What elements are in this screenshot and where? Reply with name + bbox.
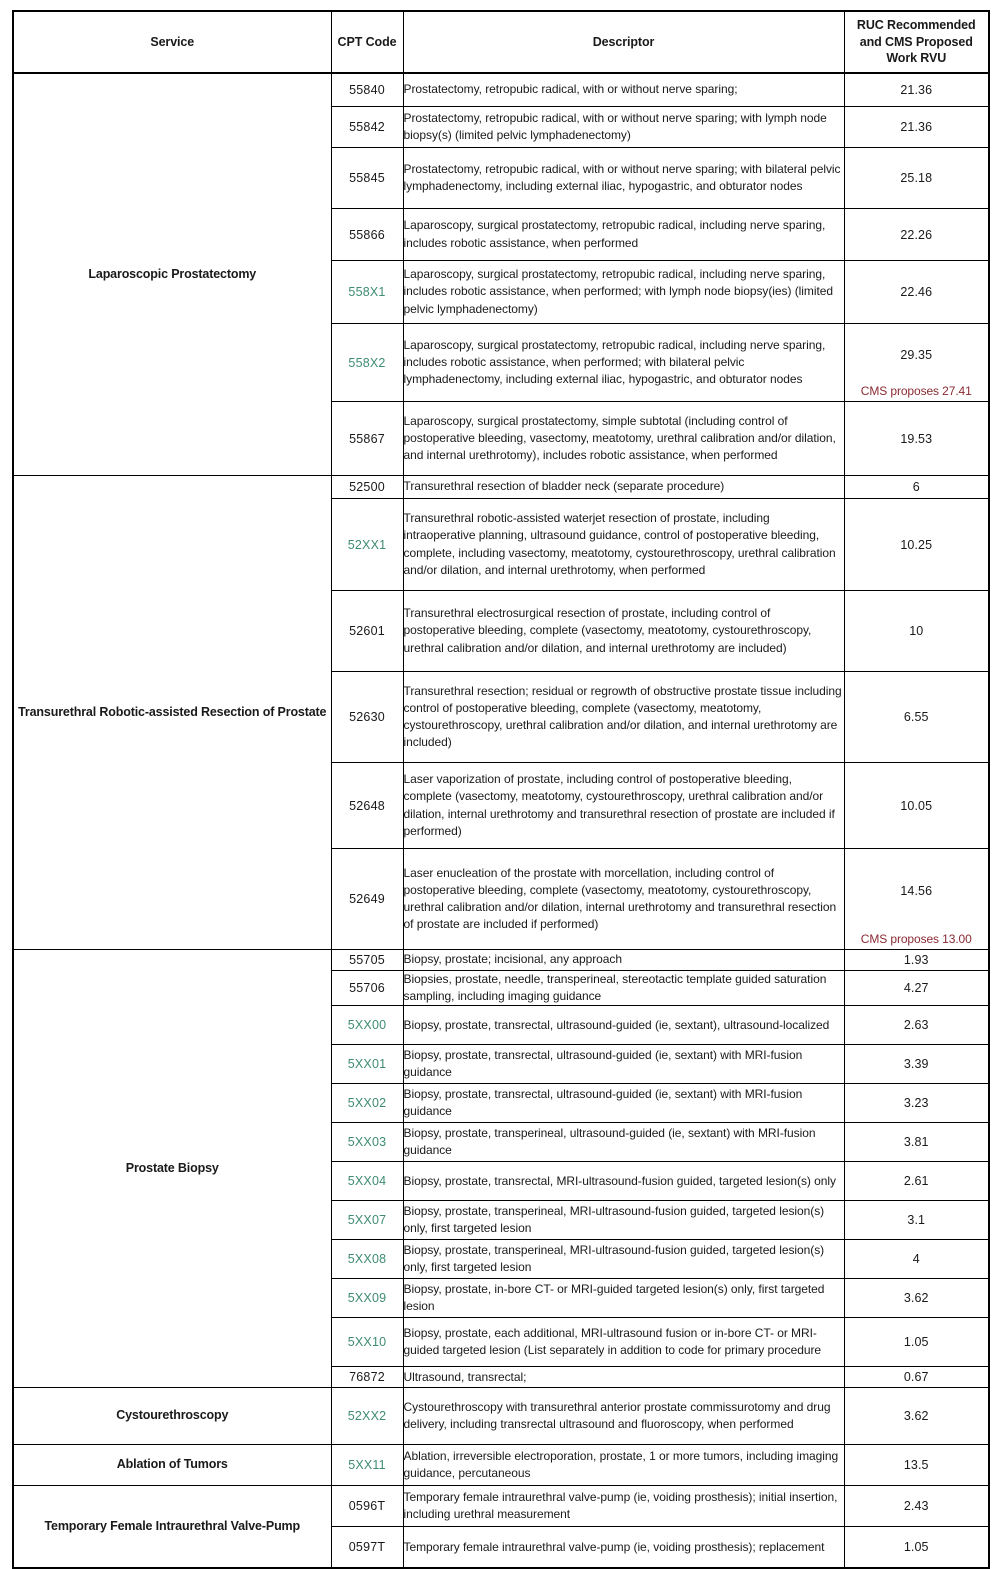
cpt-code-new: 5XX10 xyxy=(331,1318,403,1367)
rvu-number: 1.93 xyxy=(903,953,929,967)
rvu-number: 3.39 xyxy=(903,1057,929,1072)
rvu-number: 4.27 xyxy=(903,981,929,996)
rvu-header-line-2: and CMS Proposed xyxy=(859,34,973,49)
work-rvu-value xyxy=(844,402,989,476)
descriptor-text: Biopsy, prostate, transrectal, ultrasound-guided (ie, sextant), ultrasound-localized xyxy=(403,1006,844,1045)
descriptor-text: Laser vaporization of prostate, including control of postoperative bleeding, complete (vasectomy, meatotomy, cystourethroscopy, urethral calibration and/or dilation, internal urethrotomy and transurethral resection of prostate are included if performed) xyxy=(403,763,844,849)
cpt-code: 55867 xyxy=(331,402,403,476)
cpt-code-new: 5XX08 xyxy=(331,1240,403,1279)
descriptor-text: Prostatectomy, retropubic radical, with or without nerve sparing; xyxy=(403,73,844,107)
rvu-number: 4 xyxy=(912,1252,920,1267)
cpt-code: 55866 xyxy=(331,209,403,261)
cpt-code-new: 52XX2 xyxy=(331,1388,403,1445)
descriptor-text: Prostatectomy, retropubic radical, with or without nerve sparing; with lymph node biopsy(s) (limited pelvic lymphadenectomy) xyxy=(403,107,844,148)
descriptor-text: Laparoscopy, surgical prostatectomy, retropubic radical, including nerve sparing, includes robotic assistance, when performed; with lymph node biopsy(ies) (limited pelvic lymphadenectomy) xyxy=(403,261,844,324)
descriptor-text: Ablation, irreversible electroporation, prostate, 1 or more tumors, including imaging guidance, percutaneous xyxy=(403,1445,844,1486)
work-rvu-value xyxy=(844,1388,989,1445)
cpt-code: 0596T xyxy=(331,1486,403,1527)
table-row xyxy=(13,1388,989,1445)
work-rvu-value xyxy=(844,107,989,148)
table-row xyxy=(13,1445,989,1486)
rvu-number: 22.26 xyxy=(900,227,933,242)
work-rvu-value xyxy=(844,672,989,763)
descriptor-text: Biopsy, prostate, transrectal, ultrasound-guided (ie, sextant) with MRI-fusion guidance xyxy=(403,1045,844,1084)
descriptor-text: Biopsy, prostate, transrectal, MRI-ultrasound-fusion guided, targeted lesion(s) only xyxy=(403,1162,844,1201)
work-rvu-value xyxy=(844,1201,989,1240)
cpt-code-new: 5XX04 xyxy=(331,1162,403,1201)
work-rvu-value xyxy=(844,849,989,950)
work-rvu-value xyxy=(844,73,989,107)
cpt-code: 52649 xyxy=(331,849,403,950)
rvu-number: 3.62 xyxy=(903,1291,929,1306)
work-rvu-value xyxy=(844,261,989,324)
descriptor-text: Transurethral electrosurgical resection of prostate, including control of postoperative bleeding, complete (vasectomy, meatotomy, cystourethroscopy, urethral calibration and/or dilation, and internal urethrotomy are included) xyxy=(403,591,844,672)
work-rvu-value xyxy=(844,1279,989,1318)
work-rvu-value xyxy=(844,1045,989,1084)
descriptor-text: Temporary female intraurethral valve-pump (ie, voiding prosthesis); initial insertion, including urethral measurement xyxy=(403,1486,844,1527)
service-group-label: Cystourethroscopy xyxy=(13,1388,331,1445)
descriptor-text: Transurethral robotic-assisted waterjet resection of prostate, including intraoperative planning, ultrasound guidance, control of postoperative bleeding, complete, including vasectomy, meatotomy, cystourethroscopy, urethral calibration and/or dilation, and internal urethrotomy, when performed xyxy=(403,499,844,591)
rvu-number: 3.1 xyxy=(907,1213,926,1228)
work-rvu-value xyxy=(844,1123,989,1162)
rvu-number: 29.35 xyxy=(900,347,933,362)
rvu-number: 0.67 xyxy=(903,1370,929,1385)
cpt-code-new: 52XX1 xyxy=(331,499,403,591)
cpt-code: 76872 xyxy=(331,1367,403,1388)
table-body xyxy=(13,73,989,1568)
cpt-code-new: 5XX09 xyxy=(331,1279,403,1318)
cpt-code-new: 5XX01 xyxy=(331,1045,403,1084)
cpt-code: 55706 xyxy=(331,971,403,1006)
work-rvu-value xyxy=(844,1318,989,1367)
descriptor-text: Transurethral resection; residual or regrowth of obstructive prostate tissue including control of postoperative bleeding, complete (vasectomy, meatotomy, cystourethroscopy, urethral calibration and/or dilation, and internal urethrotomy are included) xyxy=(403,672,844,763)
work-rvu-value xyxy=(844,324,989,402)
cpt-code-new: 5XX03 xyxy=(331,1123,403,1162)
service-group-label: Laparoscopic Prostatectomy xyxy=(13,73,331,476)
rvu-number: 10.05 xyxy=(900,798,933,813)
cpt-code: 52630 xyxy=(331,672,403,763)
work-rvu-value xyxy=(844,950,989,971)
descriptor-text: Prostatectomy, retropubic radical, with or without nerve sparing; with bilateral pelvic lymphadenectomy, including external iliac, hypogastric, and obturator nodes xyxy=(403,148,844,209)
column-header-rvu xyxy=(844,11,989,73)
rvu-number: 2.43 xyxy=(903,1499,929,1514)
cpt-code: 52601 xyxy=(331,591,403,672)
descriptor-text: Biopsy, prostate, in-bore CT- or MRI-guided targeted lesion(s) only, first targeted lesion xyxy=(403,1279,844,1318)
descriptor-text: Ultrasound, transrectal; xyxy=(403,1367,844,1388)
service-group-label: Ablation of Tumors xyxy=(13,1445,331,1486)
work-rvu-value xyxy=(844,148,989,209)
descriptor-text: Biopsy, prostate, each additional, MRI-ultrasound fusion or in-bore CT- or MRI-guided targeted lesion (List separately in addition to code for primary procedure xyxy=(403,1318,844,1367)
descriptor-text: Laser enucleation of the prostate with morcellation, including control of postoperative bleeding, complete (vasectomy, meatotomy, cystourethroscopy, urethral calibration and/or dilation, internal urethrotomy and transurethral resection of prostate are included if performed) xyxy=(403,849,844,950)
cpt-code-new: 5XX07 xyxy=(331,1201,403,1240)
rvu-number: 2.61 xyxy=(903,1174,929,1189)
descriptor-text: Biopsy, prostate, transperineal, ultrasound-guided (ie, sextant) with MRI-fusion guidance xyxy=(403,1123,844,1162)
cpt-code: 55705 xyxy=(331,950,403,971)
rvu-number: 10 xyxy=(909,624,924,638)
service-group-label: Transurethral Robotic-assisted Resection of Prostate xyxy=(13,476,331,950)
service-group-label: Prostate Biopsy xyxy=(13,950,331,1388)
cpt-code-new: 5XX02 xyxy=(331,1084,403,1123)
rvu-number: 10.25 xyxy=(900,537,933,552)
rvu-number: 1.05 xyxy=(903,1335,929,1350)
cpt-code: 0597T xyxy=(331,1527,403,1569)
descriptor-text: Biopsies, prostate, needle, transperineal, stereotactic template guided saturation sampling, including imaging guidance xyxy=(403,971,844,1006)
descriptor-text: Biopsy, prostate; incisional, any approach xyxy=(403,950,844,971)
column-header-service: Service xyxy=(13,11,331,73)
work-rvu-value xyxy=(844,971,989,1006)
work-rvu-value xyxy=(844,1240,989,1279)
cpt-code: 52500 xyxy=(331,476,403,499)
rvu-number: 21.36 xyxy=(900,83,933,97)
descriptor-text: Laparoscopy, surgical prostatectomy, retropubic radical, including nerve sparing, includes robotic assistance, when performed xyxy=(403,209,844,261)
descriptor-text: Biopsy, prostate, transperineal, MRI-ultrasound-fusion guided, targeted lesion(s) only, first targeted lesion xyxy=(403,1201,844,1240)
table-header xyxy=(13,11,989,73)
cpt-code: 55842 xyxy=(331,107,403,148)
cpt-code-new: 558X2 xyxy=(331,324,403,402)
rvu-number: 25.18 xyxy=(900,171,933,185)
descriptor-text: Biopsy, prostate, transrectal, ultrasound-guided (ie, sextant) with MRI-fusion guidance xyxy=(403,1084,844,1123)
work-rvu-value xyxy=(844,1367,989,1388)
cpt-code-new: 5XX11 xyxy=(331,1445,403,1486)
rvu-header-line-1: RUC Recommended xyxy=(856,17,976,32)
work-rvu-value xyxy=(844,1006,989,1045)
work-rvu-value xyxy=(844,1527,989,1569)
cpt-code-new: 5XX00 xyxy=(331,1006,403,1045)
work-rvu-value xyxy=(844,499,989,591)
table-row xyxy=(13,950,989,971)
descriptor-text: Laparoscopy, surgical prostatectomy, simple subtotal (including control of postoperative bleeding, vasectomy, meatotomy, urethral calibration and/or dilation, and internal urethrotomy), includes robotic assistance, when performed xyxy=(403,402,844,476)
work-rvu-value xyxy=(844,1162,989,1201)
cpt-rvu-table xyxy=(12,10,990,1569)
work-rvu-value xyxy=(844,763,989,849)
column-header-cpt-code: CPT Code xyxy=(331,11,403,73)
rvu-number: 13.5 xyxy=(903,1458,929,1473)
work-rvu-value xyxy=(844,1445,989,1486)
rvu-number: 19.53 xyxy=(900,431,933,446)
cms-proposed-note: CMS proposes 27.41 xyxy=(860,384,972,398)
rvu-number: 3.62 xyxy=(903,1409,929,1424)
descriptor-text: Biopsy, prostate, transperineal, MRI-ultrasound-fusion guided, targeted lesion(s) only, first targeted lesion xyxy=(403,1240,844,1279)
rvu-number: 21.36 xyxy=(900,120,933,134)
work-rvu-value xyxy=(844,1084,989,1123)
service-group-label: Temporary Female Intraurethral Valve-Pump xyxy=(13,1486,331,1569)
table-row xyxy=(13,73,989,107)
table-row xyxy=(13,1486,989,1527)
rvu-header-line-3: Work RVU xyxy=(886,51,947,66)
cms-proposed-note: CMS proposes 13.00 xyxy=(860,932,972,946)
work-rvu-value xyxy=(844,476,989,499)
rvu-number: 22.46 xyxy=(900,285,933,299)
descriptor-text: Laparoscopy, surgical prostatectomy, retropubic radical, including nerve sparing, includes robotic assistance, when performed; with bilateral pelvic lymphadenectomy, including external iliac, hypogastric, and obturator nodes xyxy=(403,324,844,402)
rvu-number: 6.55 xyxy=(903,710,929,724)
table-row xyxy=(13,476,989,499)
descriptor-text: Temporary female intraurethral valve-pump (ie, voiding prosthesis); replacement xyxy=(403,1527,844,1569)
rvu-number: 2.63 xyxy=(903,1018,929,1033)
cpt-code: 55840 xyxy=(331,73,403,107)
descriptor-text: Transurethral resection of bladder neck (separate procedure) xyxy=(403,476,844,499)
work-rvu-value xyxy=(844,591,989,672)
header-row xyxy=(13,11,989,73)
rvu-number: 3.81 xyxy=(903,1135,929,1150)
rvu-number: 1.05 xyxy=(903,1540,929,1555)
rvu-number: 3.23 xyxy=(903,1096,929,1111)
work-rvu-value xyxy=(844,1486,989,1527)
rvu-number: 14.56 xyxy=(900,884,933,898)
descriptor-text: Cystourethroscopy with transurethral anterior prostate commissurotomy and drug delivery, including transrectal ultrasound and fluoroscopy, when performed xyxy=(403,1388,844,1445)
column-header-descriptor: Descriptor xyxy=(403,11,844,73)
cpt-code: 55845 xyxy=(331,148,403,209)
cpt-code-new: 558X1 xyxy=(331,261,403,324)
rvu-number: 6 xyxy=(912,480,920,494)
cpt-code: 52648 xyxy=(331,763,403,849)
work-rvu-value xyxy=(844,209,989,261)
